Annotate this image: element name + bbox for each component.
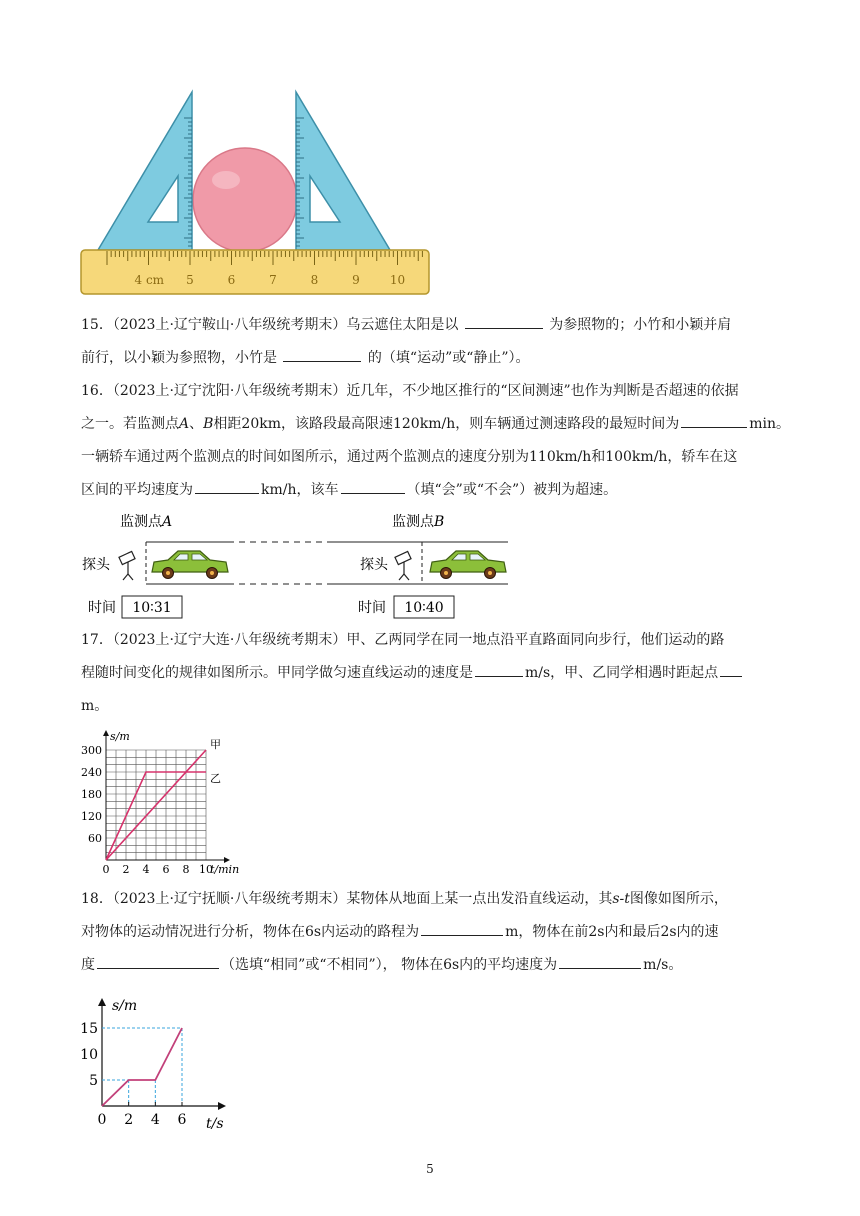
q18-blank-1[interactable] xyxy=(421,919,503,936)
y-axis-arrow xyxy=(98,998,106,1006)
y-tick-label: 240 xyxy=(81,766,102,779)
x-tick-label: 6 xyxy=(162,863,170,874)
probe-label-b: 探头 xyxy=(360,557,388,573)
ruler-tick-label: 9 xyxy=(352,273,360,287)
q16-line-2: 之一。若监测点A、B相距20km，该路段最高限速120km/h，则车辆通过测速路段的最短时间为 min。 xyxy=(81,408,786,441)
probe-label-a: 探头 xyxy=(82,557,110,573)
q16-line-3: 一辆轿车通过两个监测点的时间如图所示，通过两个监测点的速度分别为110km/h和100km/h，轿车在这 xyxy=(81,449,738,465)
series-label: 乙 xyxy=(210,772,221,785)
q17-blank-1[interactable] xyxy=(475,660,523,677)
ruler-tick-label: 8 xyxy=(310,273,319,287)
q18-blank-2[interactable] xyxy=(97,952,219,969)
camera-icon xyxy=(395,551,411,580)
left-set-square xyxy=(98,92,192,250)
q16-blank-3[interactable] xyxy=(341,477,405,494)
st-chart-walkers xyxy=(78,726,248,874)
monitor-label-a: 监测点A xyxy=(120,514,173,530)
y-axis-arrow xyxy=(103,730,109,736)
q17-line-2: 程随时间变化的规律如图所示。甲同学做匀速直线运动的速度是 m/s，甲、乙同学相遇时距起点 xyxy=(81,657,786,690)
y-tick-label: 300 xyxy=(81,744,102,757)
x-tick-label: 4 xyxy=(150,1112,160,1128)
x-tick-label: 0 xyxy=(102,863,110,874)
time-value-a: 10∶31 xyxy=(132,600,172,616)
page-number: 5 xyxy=(426,1162,434,1176)
y-axis-label: s/m xyxy=(112,998,138,1014)
q16-line-1: 16．（2023上·辽宁沈阳·八年级统考期末）近几年，不少地区推行的“区间测速”也作为判断是否超速的依据 xyxy=(81,383,739,399)
ruler-unit-label: 4 cm xyxy=(134,273,165,287)
q18-blank-3[interactable] xyxy=(559,952,641,969)
ruler-tick-label: 6 xyxy=(227,273,236,287)
q16-blank-1[interactable] xyxy=(681,411,747,428)
question-18 xyxy=(81,883,786,982)
q18-line-2: 对物体的运动情况进行分析，物体在6s内运动的路程为 m，物体在前2s内和最后2s内的速 xyxy=(81,916,786,949)
x-tick-label: 10 xyxy=(199,863,213,874)
x-tick-label: 2 xyxy=(124,1112,134,1128)
q18-line-1: 18．（2023上·辽宁抚顺·八年级统考期末）某物体从地面上某一点出发沿直线运动，其s-t图像如图所示， xyxy=(81,891,728,907)
series-line xyxy=(102,1028,182,1106)
x-tick-label: 0 xyxy=(97,1112,107,1128)
q15-blank-2[interactable] xyxy=(283,345,361,362)
ruler-ball-figure xyxy=(78,88,438,300)
q17-line-1: 17．（2023上·辽宁大连·八年级统考期末）甲、乙两同学在同一地点沿平直路面同向步行，他们运动的路 xyxy=(81,632,725,648)
x-tick-label: 2 xyxy=(122,863,130,874)
x-tick-label: 8 xyxy=(182,863,190,874)
y-tick-label: 180 xyxy=(81,788,102,801)
car-icon xyxy=(152,551,228,579)
x-tick-label: 4 xyxy=(142,863,150,874)
camera-icon xyxy=(119,551,135,580)
ball xyxy=(193,148,297,252)
ruler-tick-label: 5 xyxy=(186,273,194,287)
series-label: 甲 xyxy=(210,738,221,751)
car-icon xyxy=(430,551,506,579)
q17-blank-2[interactable] xyxy=(720,660,742,677)
y-tick-label: 60 xyxy=(88,832,102,845)
q15-line-1: 15．（2023上·辽宁鞍山·八年级统考期末）乌云遮住太阳是以 为参照物的；小竹和小颖并肩 xyxy=(81,309,786,342)
time-label-b: 时间 xyxy=(358,600,386,616)
question-17 xyxy=(81,624,786,723)
question-16 xyxy=(81,375,790,507)
monitor-label-b: 监测点B xyxy=(392,514,445,530)
x-axis-arrow xyxy=(218,1102,226,1110)
q18-line-3: 度 （选填“相同”或“不相同”）， 物体在6s内的平均速度为 m/s。 xyxy=(81,949,786,982)
time-label-a: 时间 xyxy=(88,600,116,616)
q17-line-3: m。 xyxy=(81,698,109,714)
x-tick-label: 6 xyxy=(177,1112,187,1128)
y-tick-label: 120 xyxy=(81,810,102,823)
q16-line-4: 区间的平均速度为 km/h，该车 （填“会”或“不会”）被判为超速。 xyxy=(81,474,786,507)
x-axis-label: t/min xyxy=(210,863,240,874)
q15-line-2: 前行，以小颖为参照物，小竹是 的（填“运动”或“静止”）。 xyxy=(81,342,786,375)
y-tick-label: 15 xyxy=(80,1021,98,1037)
x-axis-label: t/s xyxy=(206,1116,224,1132)
time-value-b: 10∶40 xyxy=(404,600,444,616)
q15-blank-1[interactable] xyxy=(465,312,543,329)
ruler-tick-label: 10 xyxy=(389,273,406,287)
question-15 xyxy=(81,309,786,375)
y-tick-label: 5 xyxy=(89,1073,98,1089)
st-chart-object xyxy=(78,994,248,1134)
q16-blank-2[interactable] xyxy=(195,477,259,494)
right-set-square xyxy=(296,92,390,250)
y-tick-label: 10 xyxy=(80,1047,98,1063)
monitor-figure xyxy=(78,508,518,624)
ruler-tick-label: 7 xyxy=(269,273,277,287)
y-axis-label: s/m xyxy=(110,730,130,743)
